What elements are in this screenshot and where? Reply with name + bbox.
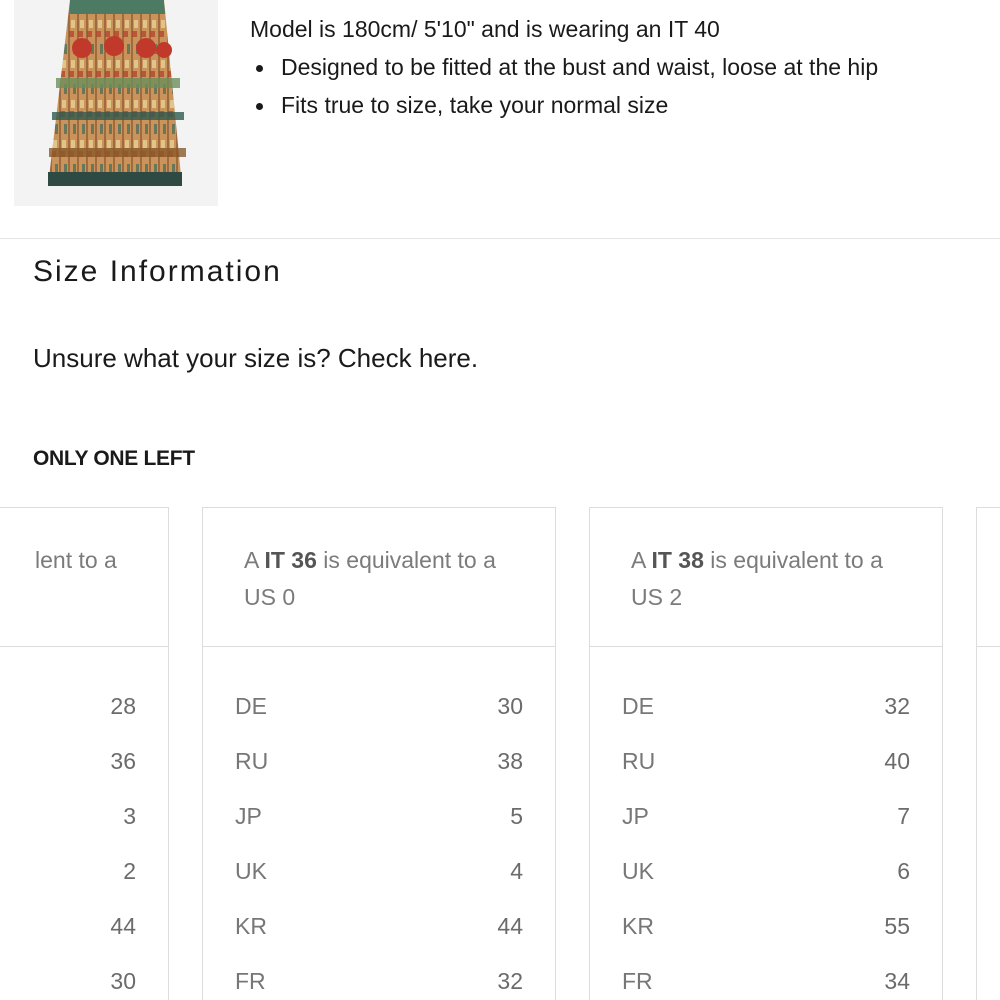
size-row <box>235 954 523 1000</box>
size-card-suffix: is equivalent to a <box>316 547 496 573</box>
country-code: DE <box>622 693 654 719</box>
size-value: 40 <box>884 748 910 774</box>
size-row <box>235 899 523 954</box>
country-code: UK <box>235 858 267 884</box>
size-information-heading: Size Information <box>33 255 282 288</box>
size-row <box>235 844 523 899</box>
size-card-us-size: US 2 <box>631 584 683 610</box>
size-value: 6 <box>897 858 910 884</box>
size-row <box>0 679 136 734</box>
size-card-carousel[interactable] <box>0 507 1000 1000</box>
size-card-next[interactable] <box>976 507 1000 1000</box>
size-conversion-table <box>590 679 942 1000</box>
fit-details <box>250 10 878 124</box>
size-row <box>0 899 136 954</box>
size-row <box>622 789 910 844</box>
size-card-suffix: is equivalent to a <box>703 547 883 573</box>
size-card-it-36[interactable] <box>202 507 556 1000</box>
size-conversion-table <box>203 679 555 1000</box>
fit-notes-list <box>250 48 878 124</box>
size-value: 30 <box>110 968 136 994</box>
size-card-prefix: A <box>244 547 265 573</box>
size-value: 7 <box>897 803 910 829</box>
size-row <box>622 734 910 789</box>
size-row <box>0 734 136 789</box>
country-code: RU <box>235 748 269 774</box>
size-value: 32 <box>497 968 523 994</box>
country-code: KR <box>622 913 654 939</box>
size-card-us-size: US 0 <box>244 584 296 610</box>
size-row <box>622 954 910 1000</box>
size-value: 34 <box>884 968 910 994</box>
size-row <box>622 679 910 734</box>
size-value: 38 <box>497 748 523 774</box>
size-conversion-table <box>0 679 168 1000</box>
size-value: 2 <box>123 858 136 884</box>
size-card-prefix: A <box>631 547 652 573</box>
size-card[interactable] <box>0 507 169 1000</box>
size-value: 44 <box>110 913 136 939</box>
size-row <box>0 789 136 844</box>
size-card-it-size: IT 36 <box>264 547 317 573</box>
size-row <box>0 844 136 899</box>
size-card-suffix: lent to a <box>35 547 117 573</box>
size-card-it-38[interactable] <box>589 507 943 1000</box>
size-row <box>235 734 523 789</box>
size-value: 55 <box>884 913 910 939</box>
size-row <box>622 844 910 899</box>
size-card-header <box>590 508 942 647</box>
size-value: 4 <box>510 858 523 884</box>
country-code: KR <box>235 913 267 939</box>
size-row <box>235 789 523 844</box>
model-note: Model is 180cm/ 5'10" and is wearing an IT 40 <box>250 16 720 42</box>
size-row <box>622 899 910 954</box>
size-row <box>235 679 523 734</box>
stock-status: ONLY ONE LEFT <box>33 447 195 470</box>
country-code: RU <box>622 748 656 774</box>
size-card-header <box>977 508 1000 647</box>
size-value: 32 <box>884 693 910 719</box>
fit-note: Fits true to size, take your normal size <box>250 86 878 124</box>
size-card-header <box>203 508 555 647</box>
size-value: 36 <box>110 748 136 774</box>
country-code: UK <box>622 858 654 884</box>
size-value: 44 <box>497 913 523 939</box>
size-value: 5 <box>510 803 523 829</box>
size-row <box>0 954 136 1000</box>
size-value: 3 <box>123 803 136 829</box>
country-code: FR <box>622 968 653 994</box>
fit-note: Designed to be fitted at the bust and waist, loose at the hip <box>250 48 878 86</box>
size-value: 30 <box>497 693 523 719</box>
country-code: JP <box>622 803 649 829</box>
size-card-header <box>0 508 168 647</box>
country-code: JP <box>235 803 262 829</box>
size-card-it-size: IT 38 <box>651 547 704 573</box>
country-code: DE <box>235 693 267 719</box>
size-value: 28 <box>110 693 136 719</box>
size-help-link[interactable]: Unsure what your size is? Check here. <box>33 343 479 373</box>
country-code: FR <box>235 968 266 994</box>
skirt-image <box>14 0 218 206</box>
section-divider <box>0 238 1000 239</box>
product-thumbnail[interactable] <box>14 0 218 206</box>
